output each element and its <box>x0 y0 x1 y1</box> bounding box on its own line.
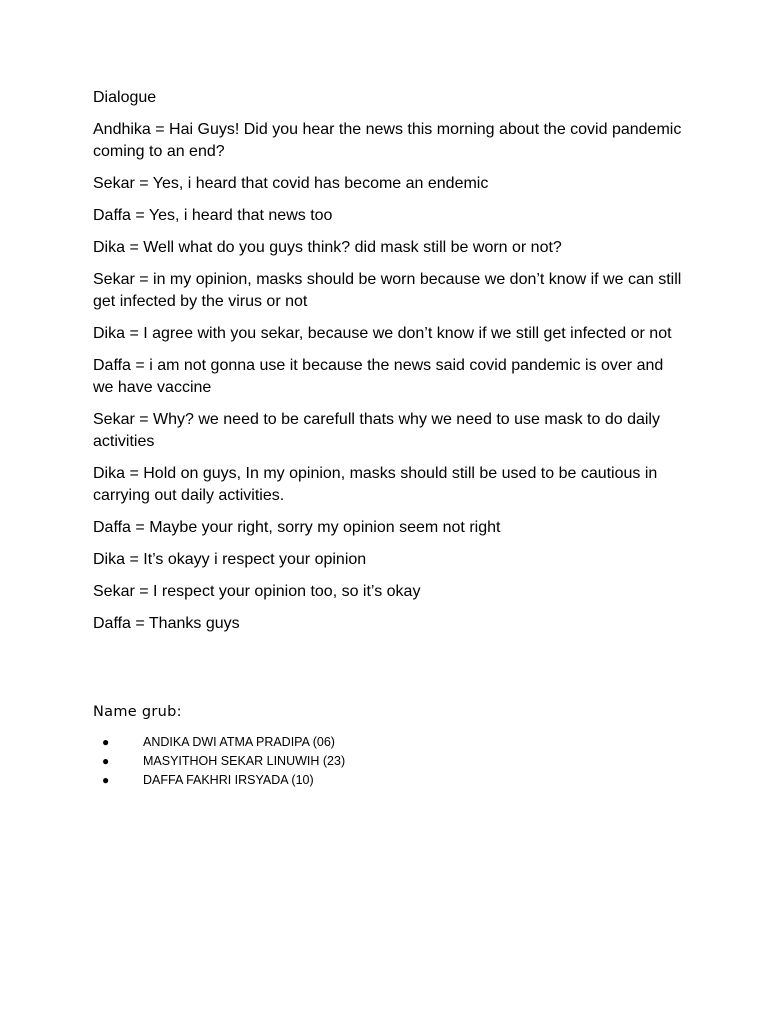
member-item <box>93 752 345 771</box>
document-title: Dialogue <box>93 89 157 106</box>
dialogue-line: Sekar = Yes, i heard that covid has become an endemic <box>93 175 489 192</box>
dialogue-line: Daffa = Maybe your right, sorry my opinion seem not right <box>93 519 501 536</box>
member-name: DAFFA FAKHRI IRSYADA (10) <box>143 773 314 787</box>
dialogue-line: Daffa = i am not gonna use it because the news said covid pandemic is over and we have vaccine <box>93 357 664 396</box>
group-label: Name grub: <box>93 704 182 720</box>
dialogue-line: Dika = I agree with you sekar, because we don’t know if we still get infected or not <box>93 325 672 342</box>
dialogue-line: Sekar = I respect your opinion too, so it’s okay <box>93 583 421 600</box>
dialogue-line: Dika = It’s okayy i respect your opinion <box>93 551 367 568</box>
dialogue-line: Dika = Well what do you guys think? did mask still be worn or not? <box>93 239 562 256</box>
bullet-dot-icon: ● <box>102 735 110 749</box>
member-name: MASYITHOH SEKAR LINUWIH (23) <box>143 754 346 768</box>
member-item <box>93 733 345 752</box>
dialogue-list <box>93 119 683 645</box>
dialogue-line: Sekar = in my opinion, masks should be worn because we don’t know if we can still get infected by the virus or not <box>93 271 682 310</box>
dialogue-line: Daffa = Yes, i heard that news too <box>93 207 333 224</box>
dialogue-line: Daffa = Thanks guys <box>93 615 240 632</box>
member-item <box>93 771 345 790</box>
dialogue-line: Andhika = Hai Guys! Did you hear the news this morning about the covid pandemic coming to an end? <box>93 121 682 160</box>
member-list <box>93 733 345 790</box>
dialogue-line: Sekar = Why? we need to be carefull thats why we need to use mask to do daily activities <box>93 411 660 450</box>
member-name: ANDIKA DWI ATMA PRADIPA (06) <box>143 735 335 749</box>
bullet-dot-icon: ● <box>102 754 110 768</box>
bullet-dot-icon: ● <box>102 773 110 787</box>
dialogue-line: Dika = Hold on guys, In my opinion, masks should still be used to be cautious in carrying out daily activities. <box>93 465 658 504</box>
